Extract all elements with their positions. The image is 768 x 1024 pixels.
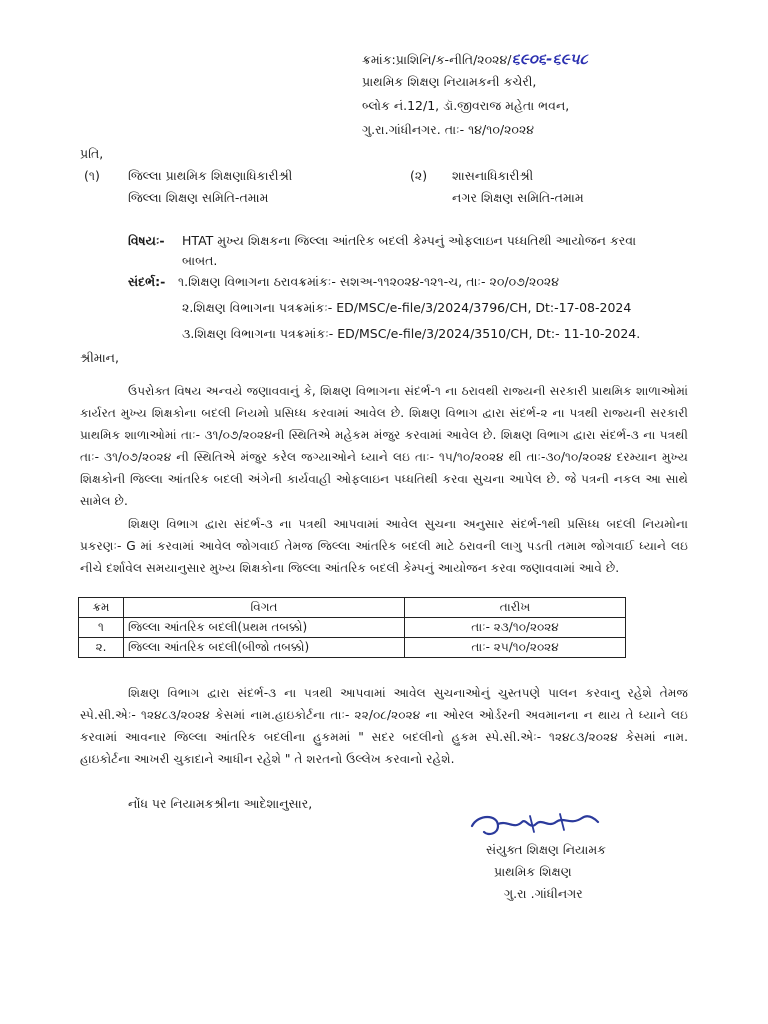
row-serial: ૨. — [79, 638, 124, 658]
signatory-location: ગુ.રા .ગાંધીનગર — [504, 886, 583, 901]
recipient-right-number: (૨) — [410, 168, 428, 183]
row-date: તાઃ- ૨૫/૧૦/૨૦૨૪ — [405, 638, 626, 658]
header-detail: વિગત — [124, 598, 405, 618]
reference-number — [362, 51, 588, 68]
order-note: નોંધ પર નિયામકશ્રીના આદેશાનુસાર, — [128, 796, 313, 811]
paragraph-1: ઉપરોક્ત વિષય અન્વયે જણાવવાનું કે, શિક્ષણ વિભાગના સંદર્ભ-૧ ના ઠરાવથી રાજ્યની સરકારી પ્રાથમિક શાળાઓમાં કાર્યરત મુખ્ય શિક્ષકોના બદલી નિયમો પ્રસિધ્ધ કરવામાં આવેલ છે. શિક્ષણ વિભાગ દ્વારા સંદર્ભ-૨ ના પત્રથી રાજ્યની સરકારી પ્રાથમિક શાળાઓમાં તાઃ- ૩૧/૦૭/૨૦૨૪ની સ્થિતિએ મહેકમ મંજુર કરવામાં આવેલ છે. શિક્ષણ વિભાગ દ્વારા સંદર્ભ-૩ ના પત્રથી તાઃ- ૩૧/૦૭/૨૦૨૪ ની સ્થિતિએ મંજુર કરેલ જગ્યાઓને ધ્યાને લઇ તાઃ- ૧૫/૧૦/૨૦૨૪ થી તાઃ-૩૦/૧૦/૨૦૨૪ દરમ્યાન મુખ્ય શિક્ષકોની જિલ્લા આંતરિક બદલી અંગેની કાર્યવાહી ઓફલાઇન પધ્ધતિથી કરવા સુચના આપેલ છે. જે પત્રની નકલ આ સાથે સામેલ છે. — [80, 384, 688, 508]
row-date: તાઃ- ૨૩/૧૦/૨૦૨૪ — [405, 618, 626, 638]
subject-label: વિષયઃ- — [128, 233, 165, 248]
handwritten-reference: ૬૯૦૬-૬૯૫૮ — [511, 50, 588, 68]
table-row — [79, 618, 626, 638]
office-name: પ્રાથમિક શિક્ષણ નિયામકની કચેરી, — [362, 74, 537, 89]
signatory-department: પ્રાથમિક શિક્ષણ — [494, 864, 572, 879]
recipient-left-line2: જિલ્લા શિક્ષણ સમિતિ-તમામ — [128, 190, 269, 205]
recipient-right-line1: શાસનાધિકારીશ્રી — [452, 168, 534, 183]
references-label: સંદર્ભ:- — [128, 274, 166, 289]
reference-3: ૩.શિક્ષણ વિભાગના પત્રક્રમાંકઃ- ED/MSC/e-file/3/2024/3510/CH, Dt:- 11-10-2024. — [182, 326, 641, 341]
header-date: તારીખ — [405, 598, 626, 618]
paragraph-3: શિક્ષણ વિભાગ દ્વારા સંદર્ભ-૩ ના પત્રથી આપવામાં આવેલ સુચનાઓનું ચુસ્તપણે પાલન કરવાનુ રહેશે તેમજ સ્પે.સી.એઃ- ૧૨૪૮૩/૨૦૨૪ કેસમાં નામ.હાઇકોર્ટના તાઃ- ૨૨/૦૮/૨૦૨૪ ના ઓરલ ઓર્ડરની અવમાનના ન થાય તે ધ્યાને લઇ કરવામાં આવનાર જિલ્લા આંતરિક બદલીના હુકમમાં " સદર બદલીનો હુકમ સ્પે.સી.એઃ- ૧૨૪૮૩/૨૦૨૪ કેસમાં નામ. હાઇકોર્ટના આખરી ચુકાદાને આધીન રહેશે " તે શરતનો ઉલ્લેખ કરવાનો રહેશે. — [80, 686, 688, 766]
row-serial: ૧ — [79, 618, 124, 638]
subject-line1: HTAT મુખ્ય શિક્ષકના જિલ્લા આંતરિક બદલી કેમ્પનું ઓફલાઇન પધ્ધતિથી આયોજન કરવા — [182, 233, 637, 248]
subject-line2: બાબત. — [182, 253, 218, 268]
reference-2: ૨.શિક્ષણ વિભાગના પત્રક્રમાંકઃ- ED/MSC/e-file/3/2024/3796/CH, Dt:-17-08-2024 — [182, 300, 632, 315]
signatory-title: સંયુક્ત શિક્ષણ નિયામક — [486, 842, 606, 857]
table-header-row — [79, 598, 626, 618]
reference-prefix: ક્રમાંક:પ્રાશિનિ/ક-નીતિ/૨૦૨૪/ — [362, 52, 512, 67]
schedule-table — [78, 597, 626, 658]
prati-label: પ્રતિ, — [80, 146, 104, 161]
salutation: શ્રીમાન, — [80, 350, 119, 365]
row-detail: જિલ્લા આંતરિક બદલી(પ્રથમ તબક્કો) — [124, 618, 405, 638]
paragraph-2: શિક્ષણ વિભાગ દ્વારા સંદર્ભ-૩ ના પત્રથી આપવામાં આવેલ સુચના અનુસાર સંદર્ભ-૧થી પ્રસિધ્ધ બદલી નિયમોના પ્રકરણઃ- G માં કરવામાં આવેલ જોગવાઈ તેમજ જિલ્લા આંતરિક બદલી માટે ઠરાવની લાગુ પડતી તમામ જોગવાઈ ધ્યાને લઇ નીચે દર્શાવેલ સમયાનુસાર મુખ્ય શિક્ષકોના જિલ્લા આંતરિક બદલી કેમ્પનું આયોજન કરવા જણાવવામાં આવે છે. — [80, 517, 688, 575]
recipient-left-line1: જિલ્લા પ્રાથમિક શિક્ષણાધિકારીશ્રી — [128, 168, 293, 183]
row-detail: જિલ્લા આંતરિક બદલી(બીજો તબક્કો) — [124, 638, 405, 658]
reference-1: ૧.શિક્ષણ વિભાગના ઠરાવક્રમાંકઃ- સશઅ-૧૧૨૦૨૪-૧૨૧-ચ, તાઃ- ૨૦/૦૭/૨૦૨૪ — [178, 274, 559, 289]
office-address: બ્લોક નં.12/1, ડૉ.જીવરાજ મહેતા ભવન, — [362, 98, 570, 113]
recipient-right-line2: નગર શિક્ષણ સમિતિ-તમામ — [452, 190, 584, 205]
header-serial: ક્રમ — [79, 598, 124, 618]
table-row — [79, 638, 626, 658]
city-date: ગુ.રા.ગાંધીનગર. તાઃ- ૧૪/૧૦/૨૦૨૪ — [362, 122, 535, 137]
recipient-left-number: (૧) — [84, 168, 100, 183]
